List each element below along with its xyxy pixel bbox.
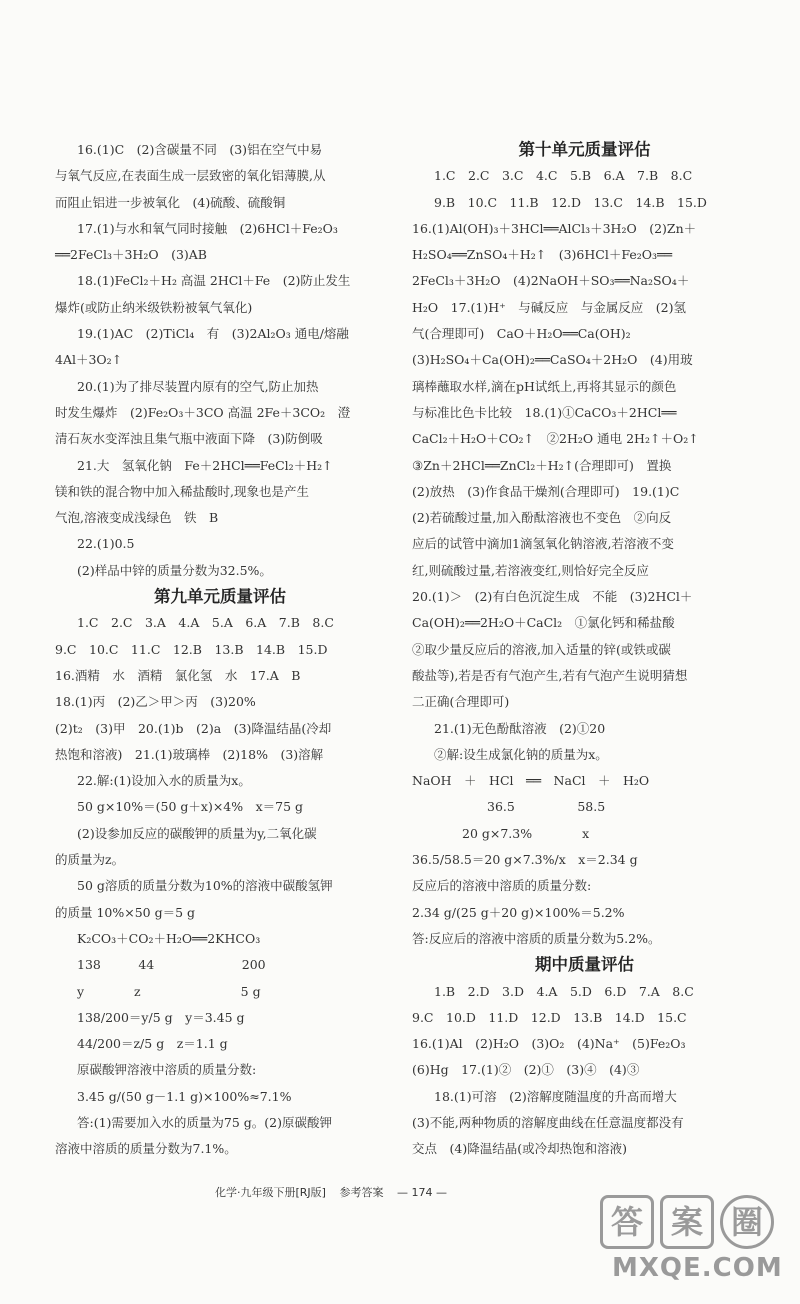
answer-line: 22.解:(1)设加入水的质量为x。 xyxy=(77,773,251,789)
section-heading: 第十单元质量评估 xyxy=(518,140,651,159)
section-heading: 期中质量评估 xyxy=(535,955,634,975)
answer-line: ②取少量反应后的溶液,加入适量的锌(或铁或碳 xyxy=(412,641,671,657)
answer-line: 答:反应后的溶液中溶质的质量分数为5.2%。 xyxy=(412,930,661,946)
answer-line: CaCl₂＋H₂O＋CO₂↑ ②2H₂O 通电 2H₂↑＋O₂↑ xyxy=(412,431,699,447)
answer-line: 4Al＋3O₂↑ xyxy=(55,352,123,368)
answer-line: (2)设参加反应的碳酸钾的质量为y,二氧化碳 xyxy=(77,825,317,841)
answer-line: Ca(OH)₂══2H₂O＋CaCl₂ ①氯化钙和稀盐酸 xyxy=(412,615,675,631)
answer-line: 气泡,溶液变成浅绿色 铁 B xyxy=(55,510,219,526)
answer-line: 反应后的溶液中溶质的质量分数: xyxy=(412,878,592,894)
footer-subject: 化学·九年级下册[RJ版] xyxy=(215,1186,326,1199)
answer-line: 交点 (4)降温结晶(或冷却热饱和溶液) xyxy=(412,1141,627,1157)
answer-line: ③Zn＋2HCl══ZnCl₂＋H₂↑(合理即可) 置换 xyxy=(412,457,672,473)
footer-page-number: — 174 — xyxy=(396,1186,447,1199)
answer-line: 20.(1)为了排尽装置内原有的空气,防止加热 xyxy=(77,378,319,394)
answer-line: 2.34 g/(25 g＋20 g)×100%＝5.2% xyxy=(412,904,625,920)
answer-line: 138/200＝y/5 g y＝3.45 g xyxy=(77,1009,245,1025)
answer-line: 21.(1)无色酚酞溶液 (2)①20 xyxy=(434,720,606,736)
answer-line: 1.C 2.C 3.C 4.C 5.B 6.A 7.B 8.C xyxy=(434,168,693,184)
footer-section: 参考答案 xyxy=(339,1186,384,1199)
answer-line: 时发生爆炸 (2)Fe₂O₃＋3CO 高温 2Fe＋3CO₂ 澄 xyxy=(55,404,351,420)
answer-line: (2)放热 (3)作食品干燥剂(合理即可) 19.(1)C xyxy=(412,483,680,499)
watermark-site: MXQE.COM xyxy=(612,1253,783,1283)
answer-line: 1.B 2.D 3.D 4.A 5.D 6.D 7.A 8.C xyxy=(434,983,694,999)
answer-line: (2)若硫酸过量,加入酚酞溶液也不变色 ②向反 xyxy=(412,510,672,526)
answer-line: 与氧气反应,在表面生成一层致密的氧化铝薄膜,从 xyxy=(55,168,326,184)
answer-line: 红,则硫酸过量,若溶液变红,则恰好完全反应 xyxy=(412,562,649,578)
watermark-char-box: 答 xyxy=(600,1195,654,1249)
answer-line: 44/200＝z/5 g z＝1.1 g xyxy=(77,1036,228,1052)
answer-line: 二正确(合理即可) xyxy=(412,694,510,710)
answer-line: 50 g×10%＝(50 g＋x)×4% x＝75 g xyxy=(77,799,304,815)
answer-line: 9.B 10.C 11.B 12.D 13.C 14.B 15.D xyxy=(434,194,707,210)
answer-line: (6)Hg 17.(1)② (2)① (3)④ (4)③ xyxy=(412,1062,640,1078)
answer-line: 16.(1)C (2)含碳量不同 (3)铝在空气中易 xyxy=(77,142,323,157)
watermark-char-box: 案 xyxy=(660,1195,714,1249)
answer-line: 50 g溶质的质量分数为10%的溶液中碳酸氢钾 xyxy=(77,878,333,894)
answer-line: 16.酒精 水 酒精 氯化氢 水 17.A B xyxy=(55,667,301,683)
answer-line: 答:(1)需要加入水的质量为75 g。(2)原碳酸钾 xyxy=(77,1114,333,1130)
answer-line: ══2FeCl₃＋3H₂O (3)AB xyxy=(55,247,207,263)
watermark-logo xyxy=(600,1195,785,1300)
answer-line: 1.C 2.C 3.A 4.A 5.A 6.A 7.B 8.C xyxy=(77,615,334,631)
right-column xyxy=(412,140,757,1166)
answer-line: 气(合理即可) CaO＋H₂O══Ca(OH)₂ xyxy=(412,326,631,342)
answer-line: 2FeCl₃＋3H₂O (4)2NaOH＋SO₃══Na₂SO₄＋ xyxy=(412,273,690,289)
answer-line: 138 44 200 xyxy=(77,957,266,973)
answer-line: 22.(1)0.5 xyxy=(77,536,135,552)
answer-line: 16.(1)Al (2)H₂O (3)O₂ (4)Na⁺ (5)Fe₂O₃ xyxy=(412,1036,686,1052)
answer-line: 20.(1)＞ (2)有白色沉淀生成 不能 (3)2HCl＋ xyxy=(412,589,693,605)
answer-line: 36.5/58.5＝20 g×7.3%/x x＝2.34 g xyxy=(412,852,638,868)
answer-line: (3)不能,两种物质的溶解度曲线在任意温度都没有 xyxy=(412,1114,684,1130)
answer-line: 19.(1)AC (2)TiCl₄ 有 (3)2Al₂O₃ 通电/熔融 xyxy=(77,326,349,342)
answer-line: 18.(1)丙 (2)乙＞甲＞丙 (3)20% xyxy=(55,694,256,710)
answer-line: 的质量为z。 xyxy=(55,852,125,868)
answer-line: 36.5 58.5 xyxy=(412,799,606,815)
answer-line: 3.45 g/(50 g－1.1 g)×100%≈7.1% xyxy=(77,1088,292,1104)
answer-line: 21.大 氢氧化钠 Fe＋2HCl══FeCl₂＋H₂↑ xyxy=(77,457,333,473)
answer-line: 原碳酸钾溶液中溶质的质量分数: xyxy=(77,1062,257,1078)
answer-line: 而阻止铝进一步被氧化 (4)硫酸、硫酸铜 xyxy=(55,194,286,210)
page-footer xyxy=(215,1184,457,1200)
answer-line: 18.(1)FeCl₂＋H₂ 高温 2HCl＋Fe (2)防止发生 xyxy=(77,273,351,289)
answer-line: (3)H₂SO₄＋Ca(OH)₂══CaSO₄＋2H₂O (4)用玻 xyxy=(412,352,693,368)
answer-line: K₂CO₃＋CO₂＋H₂O══2KHCO₃ xyxy=(77,930,261,946)
answer-line: 9.C 10.D 11.D 12.D 13.B 14.D 15.C xyxy=(412,1009,687,1025)
answer-line: 18.(1)可溶 (2)溶解度随温度的升高而增大 xyxy=(434,1088,677,1104)
answer-line: 20 g×7.3% x xyxy=(412,825,590,841)
answer-line: 璃棒蘸取水样,滴在pH试纸上,再将其显示的颜色 xyxy=(412,378,677,394)
answer-line: y z 5 g xyxy=(77,983,261,999)
left-column xyxy=(55,140,385,1166)
section-heading: 第九单元质量评估 xyxy=(154,587,286,607)
answer-line: 9.C 10.C 11.C 12.B 13.B 14.B 15.D xyxy=(55,641,328,657)
answer-line: (2)样品中锌的质量分数为32.5%。 xyxy=(77,562,272,578)
answer-line: 的质量 10%×50 g＝5 g xyxy=(55,904,196,920)
answer-line: 溶液中溶质的质量分数为7.1%。 xyxy=(55,1141,237,1157)
answer-line: H₂O 17.(1)H⁺ 与碱反应 与金属反应 (2)氢 xyxy=(412,299,686,315)
answer-line: 镁和铁的混合物中加入稀盐酸时,现象也是产生 xyxy=(55,483,309,499)
watermark-char-box: 圈 xyxy=(720,1195,774,1249)
answer-line: 应后的试管中滴加1滴氢氧化钠溶液,若溶液不变 xyxy=(412,536,674,552)
answer-line: 清石灰水变浑浊且集气瓶中液面下降 (3)防倒吸 xyxy=(55,431,323,447)
answer-line: 热饱和溶液) 21.(1)玻璃棒 (2)18% (3)溶解 xyxy=(55,746,324,762)
answer-line: H₂SO₄══ZnSO₄＋H₂↑ (3)6HCl＋Fe₂O₃══ xyxy=(412,247,673,263)
answer-line: (2)t₂ (3)甲 20.(1)b (2)a (3)降温结晶(冷却 xyxy=(55,720,332,736)
answer-line: ②解:设生成氯化钠的质量为x。 xyxy=(434,746,608,762)
answer-line: NaOH ＋ HCl ══ NaCl ＋ H₂O xyxy=(412,773,650,789)
answer-line: 爆炸(或防止纳米级铁粉被氧气氧化) xyxy=(55,299,253,315)
answer-line: 16.(1)Al(OH)₃＋3HCl══AlCl₃＋3H₂O (2)Zn＋ xyxy=(412,220,697,236)
answer-line: 与标准比色卡比较 18.(1)①CaCO₃＋2HCl══ xyxy=(412,404,677,420)
answer-line: 17.(1)与水和氧气同时接触 (2)6HCl＋Fe₂O₃ xyxy=(77,220,338,236)
answer-line: 酸盐等),若是否有气泡产生,若有气泡产生说明猜想 xyxy=(412,667,688,683)
